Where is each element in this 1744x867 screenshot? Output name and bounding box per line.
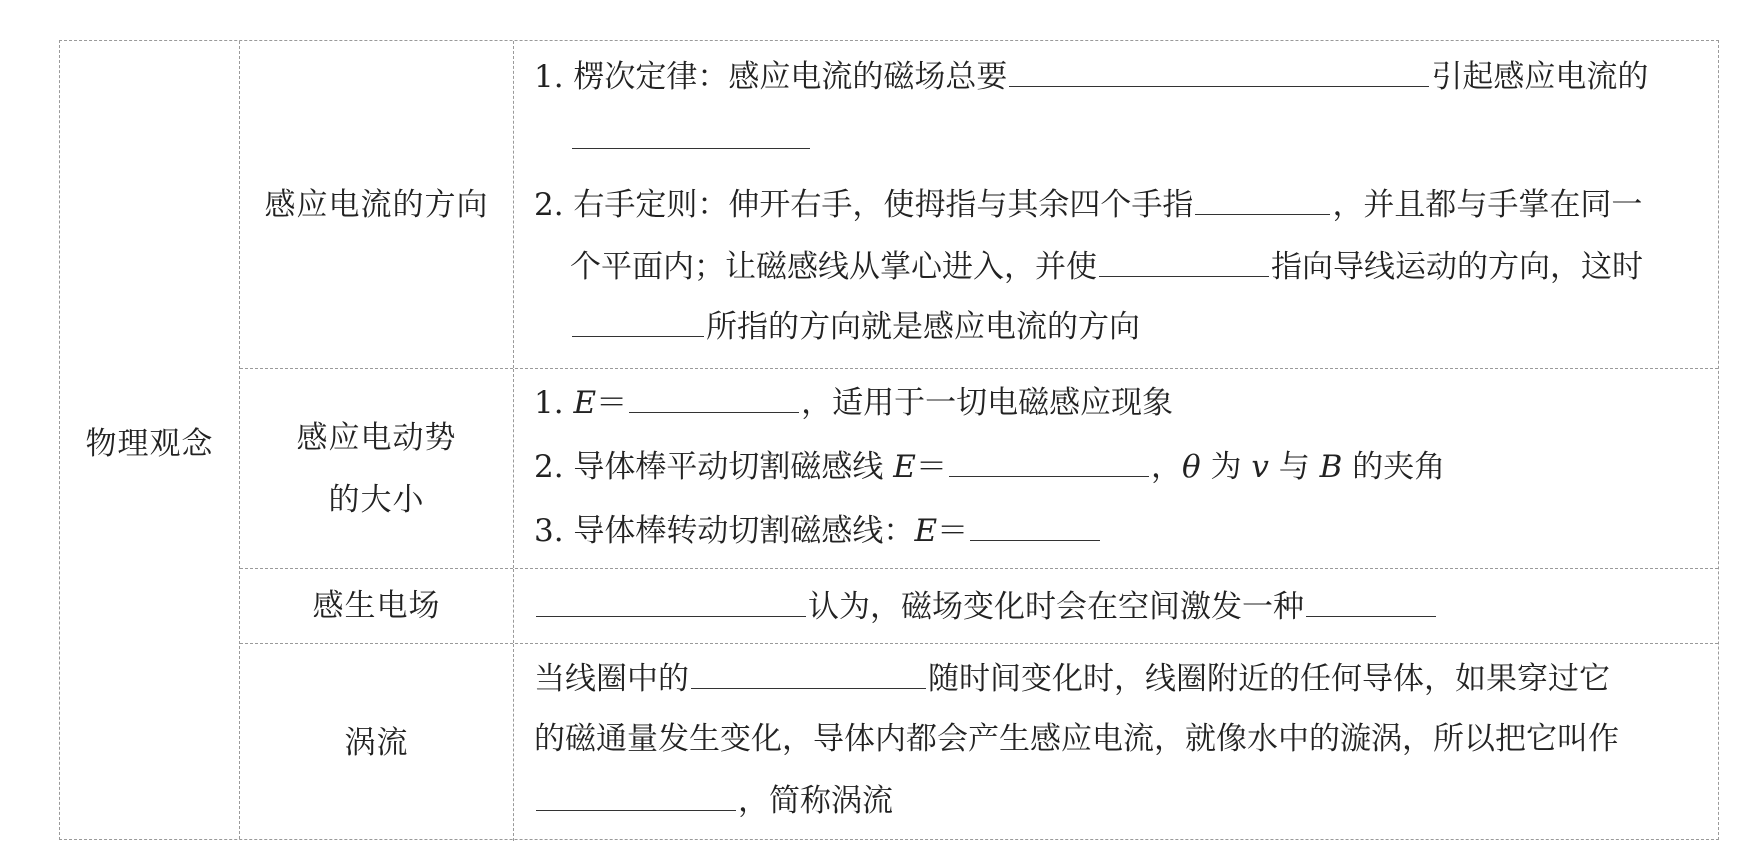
content-line xyxy=(570,246,1643,287)
fill-blank[interactable] xyxy=(949,446,1149,477)
line-text: 的磁通量发生变化，导体内都会产生感应电流，就像水中的漩涡，所以把它叫作 xyxy=(534,721,1619,757)
row-induced-field xyxy=(240,568,1718,643)
line-text: ， xyxy=(1150,449,1182,485)
content-line xyxy=(534,719,1619,759)
category-cell xyxy=(240,369,514,568)
content-line xyxy=(534,586,1438,627)
velocity-symbol: v xyxy=(1251,449,1269,485)
row-emf-magnitude xyxy=(240,368,1718,568)
category-cell xyxy=(240,41,514,368)
line-text: ，适用于一切电磁感应现象 xyxy=(801,385,1174,421)
category-cell xyxy=(240,644,514,841)
line-text: 2. 导体棒平动切割磁感线 xyxy=(534,449,894,485)
content-cell xyxy=(514,569,1718,643)
fill-blank[interactable] xyxy=(536,586,806,617)
fill-blank[interactable] xyxy=(1099,246,1269,277)
category-label: 感应电动势 xyxy=(296,419,457,456)
content-line xyxy=(534,446,1445,487)
line-text: ，并且都与手掌在同一 xyxy=(1332,187,1643,223)
line-text: 所指的方向就是感应电流的方向 xyxy=(706,309,1140,345)
content-line xyxy=(534,658,1610,699)
equals-sign: ＝ xyxy=(937,513,969,549)
fill-blank[interactable] xyxy=(970,510,1100,541)
fill-blank[interactable] xyxy=(1195,184,1330,215)
content-line xyxy=(534,780,893,821)
fill-blank[interactable] xyxy=(572,118,810,149)
category-label: 涡流 xyxy=(344,724,409,761)
line-text: ，简称涡流 xyxy=(738,783,893,819)
content-cell xyxy=(514,41,1718,368)
line-text: 引起感应电流的 xyxy=(1431,59,1649,95)
row-current-direction xyxy=(240,41,1718,368)
line-text: 随时间变化时，线圈附近的任何导体，如果穿过它 xyxy=(928,661,1610,697)
emf-symbol: E xyxy=(914,513,938,549)
line-text: 个平面内；让磁感线从掌心进入，并使 xyxy=(570,249,1097,285)
emf-symbol: E xyxy=(893,449,916,485)
equals-sign: ＝ xyxy=(596,385,628,421)
theta-symbol: θ xyxy=(1181,449,1201,485)
line-text: 为 xyxy=(1200,449,1252,485)
section-label: 物理观念 xyxy=(85,425,214,462)
fill-blank[interactable] xyxy=(572,306,704,337)
content-line xyxy=(534,56,1648,97)
category-label: 感生电场 xyxy=(312,588,441,624)
line-text: 1. 楞次定律：感应电流的磁场总要 xyxy=(534,59,1008,95)
line-text: 与 xyxy=(1268,449,1320,485)
fill-blank[interactable] xyxy=(691,658,926,689)
content-line xyxy=(534,510,1102,551)
line-text: 2. 右手定则：伸开右手，使拇指与其余四个手指 xyxy=(534,187,1194,223)
section-label-cell xyxy=(60,41,240,839)
content-line xyxy=(570,306,1140,347)
field-symbol: B xyxy=(1319,449,1343,485)
line-text: 认为，磁场变化时会在空间激发一种 xyxy=(808,589,1304,625)
content-line xyxy=(534,184,1642,225)
category-cell xyxy=(240,569,514,643)
line-text: 1. xyxy=(534,385,574,421)
fill-blank[interactable] xyxy=(1306,586,1436,617)
fill-blank[interactable] xyxy=(629,382,799,413)
emf-symbol: E xyxy=(573,385,597,421)
line-text: 3. 导体棒转动切割磁感线： xyxy=(534,513,915,549)
line-text: 指向导线运动的方向，这时 xyxy=(1271,249,1643,285)
content-line xyxy=(570,118,812,159)
line-text: 当线圈中的 xyxy=(534,661,689,697)
category-label: 的大小 xyxy=(328,481,425,518)
line-text: 的夹角 xyxy=(1342,449,1446,485)
category-label: 感应电流的方向 xyxy=(264,186,489,223)
row-eddy-current xyxy=(240,643,1718,841)
content-cell xyxy=(514,369,1718,568)
content-cell xyxy=(514,644,1718,841)
fill-blank[interactable] xyxy=(536,780,736,811)
fill-blank[interactable] xyxy=(1009,56,1429,87)
concept-table xyxy=(59,40,1719,840)
equals-sign: ＝ xyxy=(915,449,947,485)
content-line xyxy=(534,382,1173,423)
